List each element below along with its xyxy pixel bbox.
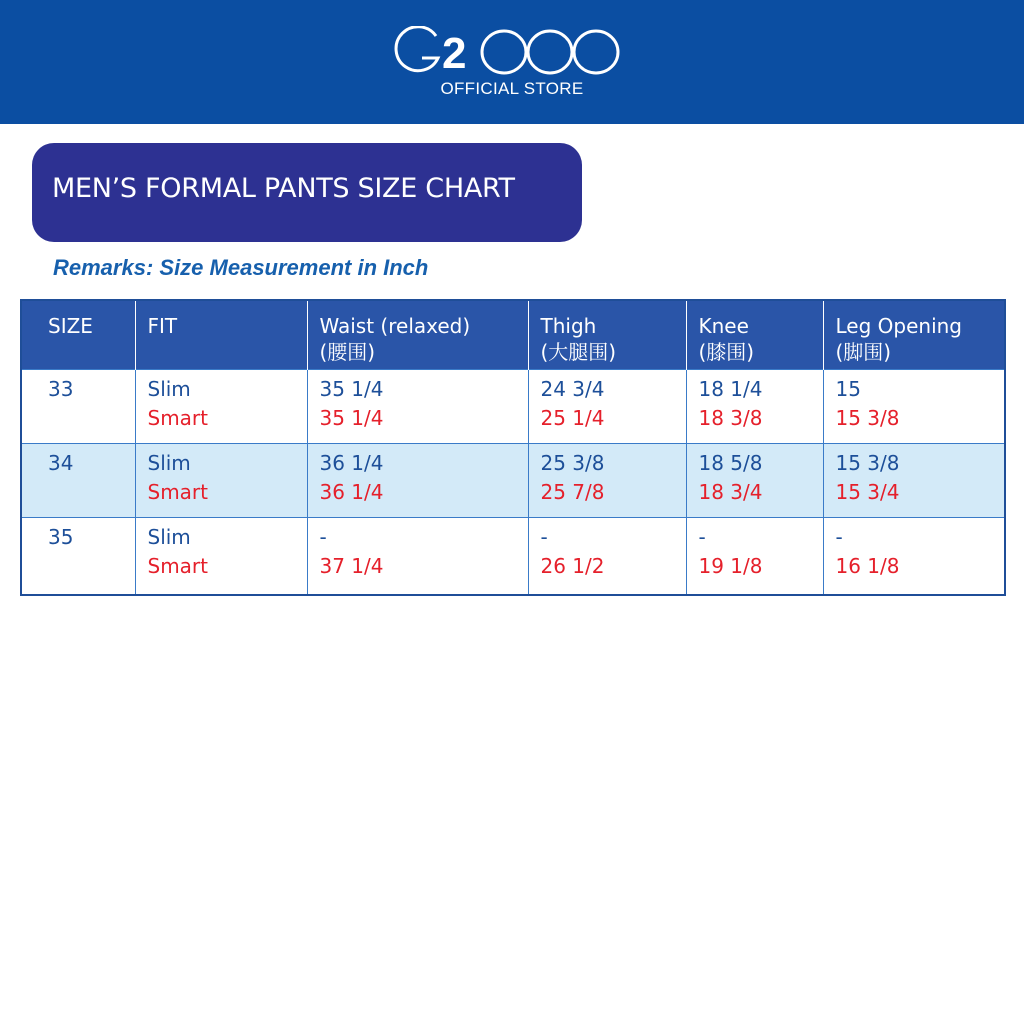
waist-cell: 36 1/4 36 1/4 bbox=[307, 443, 528, 517]
remarks-text: Remarks: Size Measurement in Inch bbox=[53, 255, 429, 280]
header-knee: Knee (膝围) bbox=[686, 300, 823, 369]
leg-opening-cell: - 16 1/8 bbox=[823, 517, 1005, 595]
fit-cell: Slim Smart bbox=[135, 443, 307, 517]
size-cell: 35 bbox=[21, 517, 135, 595]
thigh-cell: 24 3/4 25 1/4 bbox=[528, 369, 686, 443]
knee-cell: 18 1/4 18 3/8 bbox=[686, 369, 823, 443]
header-thigh: Thigh (大腿围) bbox=[528, 300, 686, 369]
svg-text:2: 2 bbox=[442, 29, 467, 78]
size-chart-table bbox=[20, 299, 1006, 596]
official-store-label: OFFICIAL STORE bbox=[440, 79, 584, 98]
knee-cell: - 19 1/8 bbox=[686, 517, 823, 595]
table-row bbox=[21, 517, 1005, 595]
size-cell: 34 bbox=[21, 443, 135, 517]
table-header-row bbox=[21, 300, 1005, 369]
header-fit: FIT bbox=[135, 300, 307, 369]
header-leg-opening: Leg Opening (脚围) bbox=[823, 300, 1005, 369]
header-waist: Waist (relaxed) (腰围) bbox=[307, 300, 528, 369]
fit-cell: Slim Smart bbox=[135, 369, 307, 443]
store-header bbox=[0, 0, 1024, 124]
thigh-cell: - 26 1/2 bbox=[528, 517, 686, 595]
waist-cell: - 37 1/4 bbox=[307, 517, 528, 595]
waist-cell: 35 1/4 35 1/4 bbox=[307, 369, 528, 443]
thigh-cell: 25 3/8 25 7/8 bbox=[528, 443, 686, 517]
leg-opening-cell: 15 3/8 15 3/4 bbox=[823, 443, 1005, 517]
table-row bbox=[21, 443, 1005, 517]
table-row bbox=[21, 369, 1005, 443]
knee-cell: 18 5/8 18 3/4 bbox=[686, 443, 823, 517]
fit-cell: Slim Smart bbox=[135, 517, 307, 595]
leg-opening-cell: 15 15 3/8 bbox=[823, 369, 1005, 443]
size-cell: 33 bbox=[21, 369, 135, 443]
chart-title: MEN’S FORMAL PANTS SIZE CHART bbox=[52, 173, 515, 204]
header-size: SIZE bbox=[21, 300, 135, 369]
chart-title-banner bbox=[32, 143, 582, 242]
